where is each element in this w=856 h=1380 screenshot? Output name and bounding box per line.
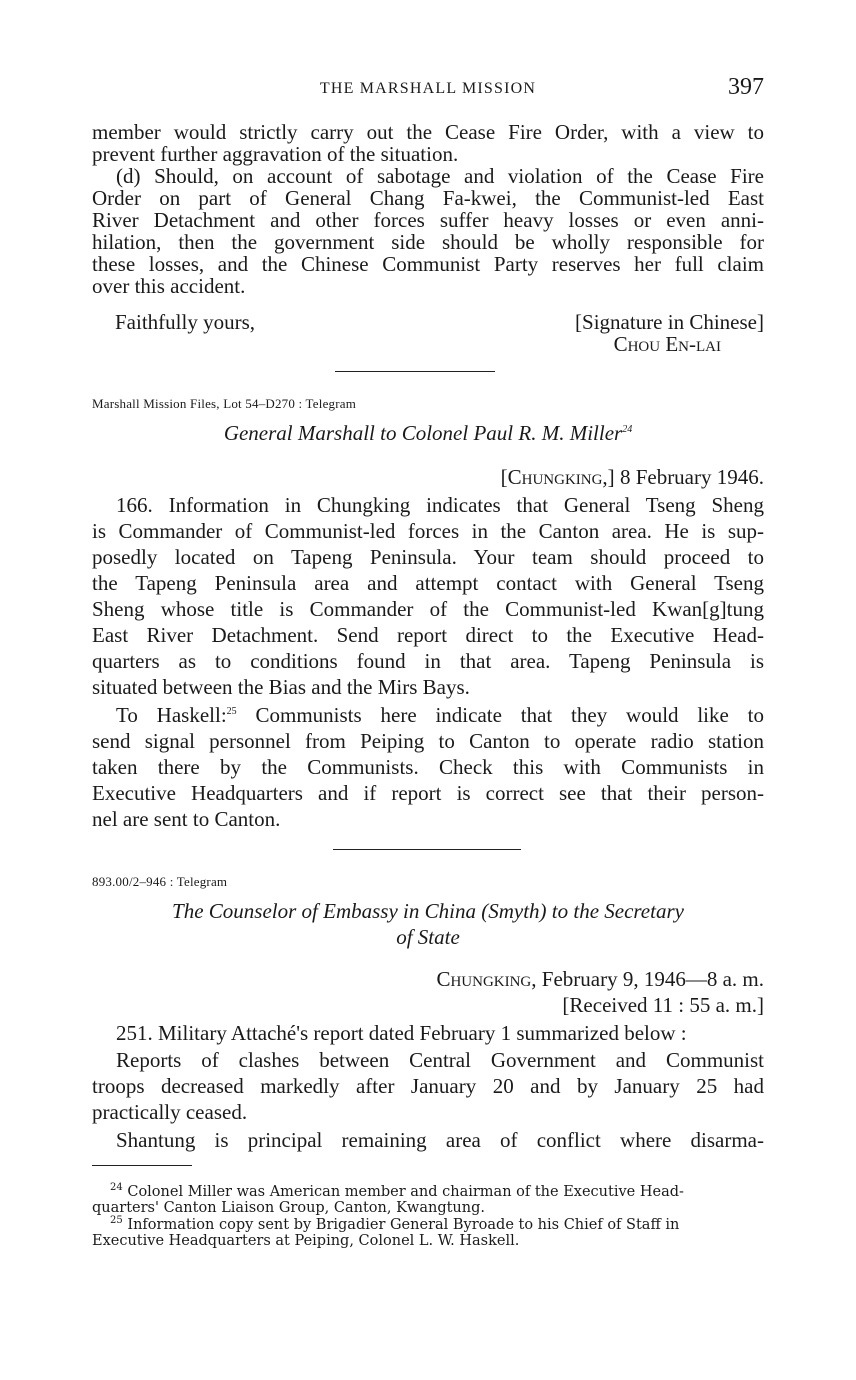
running-title: THE MARSHALL MISSION (319, 80, 537, 97)
inline-text: To Haskell: (116, 703, 227, 727)
text-line: River Detachment and other forces suffer heavy losses or even anni- (92, 208, 764, 232)
text-line: send signal personnel from Peiping to Canton to operate radio station (92, 729, 764, 753)
footnote-rule (92, 1165, 192, 1166)
inline-text: Communists here indicate that they would like to (255, 703, 764, 727)
document-title: of State (396, 925, 460, 949)
text-line: troops decreased markedly after January 20 and by January 25 had (92, 1074, 764, 1098)
text-line: East River Detachment. Send report direct to the Executive Head- (92, 623, 764, 647)
text-line: prevent further aggravation of the situation. (92, 142, 459, 166)
document-title: General Marshall to Colonel Paul R. M. Miller (223, 421, 623, 445)
dateline-date: February 9, 1946—8 a. m. (541, 967, 764, 991)
text-line: taken there by the Communists. Check this with Communists in (92, 755, 764, 779)
text-line: nel are sent to Canton. (92, 807, 281, 831)
text-line: (d) Should, on account of sabotage and violation of the Cease Fire (116, 164, 764, 188)
footnote-ref: 24 (622, 424, 633, 435)
text-line: hilation, then the government side should be wholly responsible for (92, 230, 764, 254)
dateline-place: Chungking, (436, 967, 537, 991)
running-head (92, 74, 764, 104)
dateline (92, 466, 764, 488)
text-line: posedly located on Tapeng Peninsula. Your team should proceed to (92, 545, 764, 569)
section-separator (335, 371, 495, 372)
text-line: situated between the Bias and the Mirs Bays. (92, 675, 470, 699)
source-citation: 893.00/2–946 : Telegram (92, 874, 228, 889)
signature-note: [Signature in Chinese] (575, 310, 764, 334)
document-title: The Counselor of Embassy in China (Smyth) to the Secretary (172, 899, 684, 923)
source-citation: Marshall Mission Files, Lot 54–D270 : Telegram (92, 396, 357, 411)
signer-name: Chou En-lai (613, 332, 721, 356)
dateline-place: [Chungking,] (500, 465, 615, 489)
footnote (92, 1184, 782, 1200)
text-line: over this accident. (92, 274, 246, 298)
footnote-ref: 25 (226, 706, 237, 717)
footnote-text: Information copy sent by Brigadier General Byroade to his Chief of Staff in (127, 1217, 680, 1233)
text-line: quarters as to conditions found in that area. Tapeng Peninsula is (92, 649, 764, 673)
text-line: Reports of clashes between Central Government and Communist (116, 1048, 764, 1072)
dateline-date: 8 February 1946. (619, 465, 764, 489)
footnote-text: Colonel Miller was American member and chairman of the Executive Head- (127, 1184, 684, 1200)
text-line: Shantung is principal remaining area of conflict where disarma- (116, 1128, 764, 1152)
valediction: Faithfully yours, (115, 310, 255, 334)
text-line: 166. Information in Chungking indicates that General Tseng Sheng (116, 493, 764, 517)
text-line: these losses, and the Chinese Communist Party reserves her full claim (92, 252, 764, 276)
footnote-text: Executive Headquarters at Peiping, Colonel L. W. Haskell. (92, 1233, 520, 1249)
text-line: Executive Headquarters and if report is correct see that their person- (92, 781, 764, 805)
text-line: practically ceased. (92, 1100, 248, 1124)
text-line: Order on part of General Chang Fa-kwei, the Communist-led East (92, 186, 764, 210)
page-number: 397 (728, 74, 764, 100)
text-line: 251. Military Attaché's report dated February 1 summarized below : (116, 1021, 687, 1045)
text-line (92, 704, 764, 726)
footnote-marker: 25 (110, 1215, 123, 1227)
document-heading (92, 420, 764, 446)
footnote-marker: 24 (110, 1182, 123, 1194)
text-line: member would strictly carry out the Cease Fire Order, with a view to (92, 120, 764, 144)
footnote (92, 1217, 782, 1233)
received-note: [Received 11 : 55 a. m.] (562, 993, 764, 1017)
section-separator (333, 849, 521, 850)
footnote-text: quarters' Canton Liaison Group, Canton, Kwangtung. (92, 1200, 486, 1216)
text-line: is Commander of Communist-led forces in the Canton area. He is sup- (92, 519, 764, 543)
text-line: Sheng whose title is Commander of the Communist-led Kwan[g]tung (92, 597, 764, 621)
text-line: the Tapeng Peninsula area and attempt contact with General Tseng (92, 571, 764, 595)
dateline (92, 968, 764, 990)
